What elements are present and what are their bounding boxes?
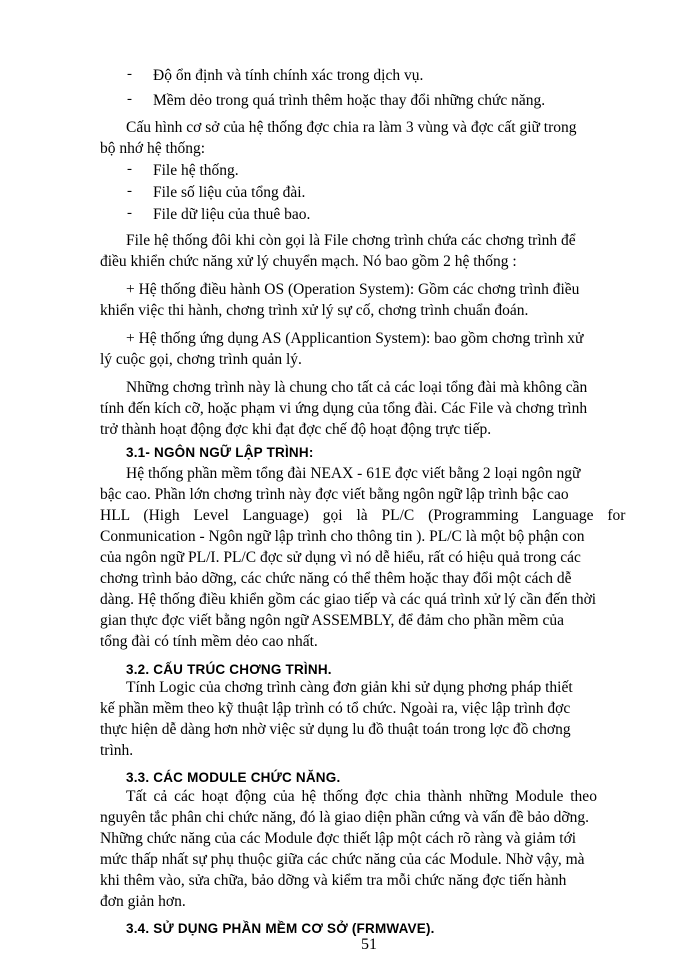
text-line: dàng. Hệ thống điều khiển gồm các giao tiếp và các quá trình xử lý cần đến thời (100, 591, 597, 608)
bullet-dash: - (127, 91, 132, 107)
text-line: File hệ thống đôi khi còn gọi là File chơng trình chứa các chơng trình để (126, 232, 576, 249)
text-line: Tất cả các hoạt động của hệ thống đợc chia thành những Module theo (126, 788, 597, 805)
text-line: khiển việc thi hành, chơng trình xử lý sự cố, chơng trình chuẩn đoán. (100, 302, 529, 319)
section-heading-3-3: 3.3. CÁC MODULE CHỨC NĂNG. (126, 770, 341, 785)
text-line: đơn giản hơn. (100, 893, 186, 910)
list-item: File số liệu của tổng đài. (153, 184, 306, 201)
text-line: + Hệ thống điều hành OS (Operation System): Gồm các chơng trình điều (126, 281, 580, 298)
text-line: chơng trình bảo dỡng, các chức năng có thể thêm hoặc thay đổi một cách dễ (100, 570, 572, 587)
list-item: Mềm dẻo trong quá trình thêm hoặc thay đổi những chức năng. (153, 92, 546, 109)
text-line: tính đến kích cỡ, hoặc phạm vi ứng dụng của tổng đài. Các File và chơng trình (100, 400, 588, 417)
section-heading-3-4: 3.4. SỬ DỤNG PHẦN MỀM CƠ SỞ (FRMWAVE). (126, 921, 435, 936)
list-item: File dữ liệu của thuê bao. (153, 206, 311, 223)
text-line: trở thành hoạt động đợc khi đạt đợc chế độ hoạt động trực tiếp. (100, 421, 492, 438)
bullet-dash: - (127, 66, 132, 82)
list-item: File hệ thống. (153, 162, 239, 179)
bullet-dash: - (127, 205, 132, 221)
text-line: lý cuộc gọi, chơng trình quản lý. (100, 351, 302, 368)
text-line: bậc cao. Phần lớn chơng trình này đợc viết bằng ngôn ngữ lập trình bậc cao (100, 486, 569, 503)
text-line: kế phần mềm theo kỹ thuật lập trình có tổ chức. Ngoài ra, việc lập trình đợc (100, 700, 571, 717)
list-item: Độ ổn định và tính chính xác trong dịch vụ. (153, 67, 424, 84)
bullet-dash: - (127, 183, 132, 199)
section-heading-3-1: 3.1- NGÔN NGỮ LẬP TRÌNH: (126, 445, 314, 460)
text-line: của ngôn ngữ PL/I. PL/C đợc sử dụng vì nó dễ hiểu, rất có hiệu quả trong các (100, 549, 581, 566)
text-line: bộ nhớ hệ thống: (100, 140, 206, 157)
text-line: gian thực đợc viết bằng ngôn ngữ ASSEMBLY, để đảm cho phần mềm của (100, 612, 564, 629)
page-number: 51 (361, 936, 377, 953)
bullet-dash: - (127, 161, 132, 177)
text-line: tổng đài có tính mềm dẻo cao nhất. (100, 633, 318, 650)
text-line: thực hiện dễ dàng hơn nhờ việc sử dụng lu đồ thuật toán trong lợc đồ chơng (100, 721, 571, 738)
text-line: khi thêm vào, sửa chữa, bảo dỡng và kiểm tra mỗi chức năng đợc tiến hành (100, 872, 567, 889)
text-line: Tính Logic của chơng trình càng đơn giản khi sử dụng phơng pháp thiết (126, 679, 573, 696)
text-line: điều khiển chức năng xử lý chuyển mạch. Nó bao gồm 2 hệ thống : (100, 253, 517, 270)
text-line: Conmunication - Ngôn ngữ lập trình cho thông tin ). PL/C là một bộ phận con (100, 528, 585, 545)
text-line: trình. (100, 742, 134, 759)
text-line: Hệ thống phần mềm tổng đài NEAX - 61E đợc viết bằng 2 loại ngôn ngữ (126, 465, 581, 482)
text-line: mức thấp nhất sự phụ thuộc giữa các chức năng của các Module. Nhờ vậy, mà (100, 851, 585, 868)
text-line: Những chơng trình này là chung cho tất cả các loại tổng đài mà không cần (126, 379, 588, 396)
text-line: HLL (High Level Language) gọi là PL/C (Programming Language for (100, 507, 626, 524)
text-line: nguyên tắc phân chi chức năng, đó là giao diện phần cứng và vấn đề bảo dỡng. (100, 809, 589, 826)
text-line: + Hệ thống ứng dụng AS (Applicantion System): bao gồm chơng trình xử (126, 330, 584, 347)
section-heading-3-2: 3.2. CẤU TRÚC CHƠNG TRÌNH. (126, 662, 332, 677)
text-line: Cấu hình cơ sở của hệ thống đợc chia ra làm 3 vùng và đợc cất giữ trong (126, 119, 577, 136)
text-line: Những chức năng của các Module đợc thiết lập một cách rõ ràng và giảm tới (100, 830, 577, 847)
